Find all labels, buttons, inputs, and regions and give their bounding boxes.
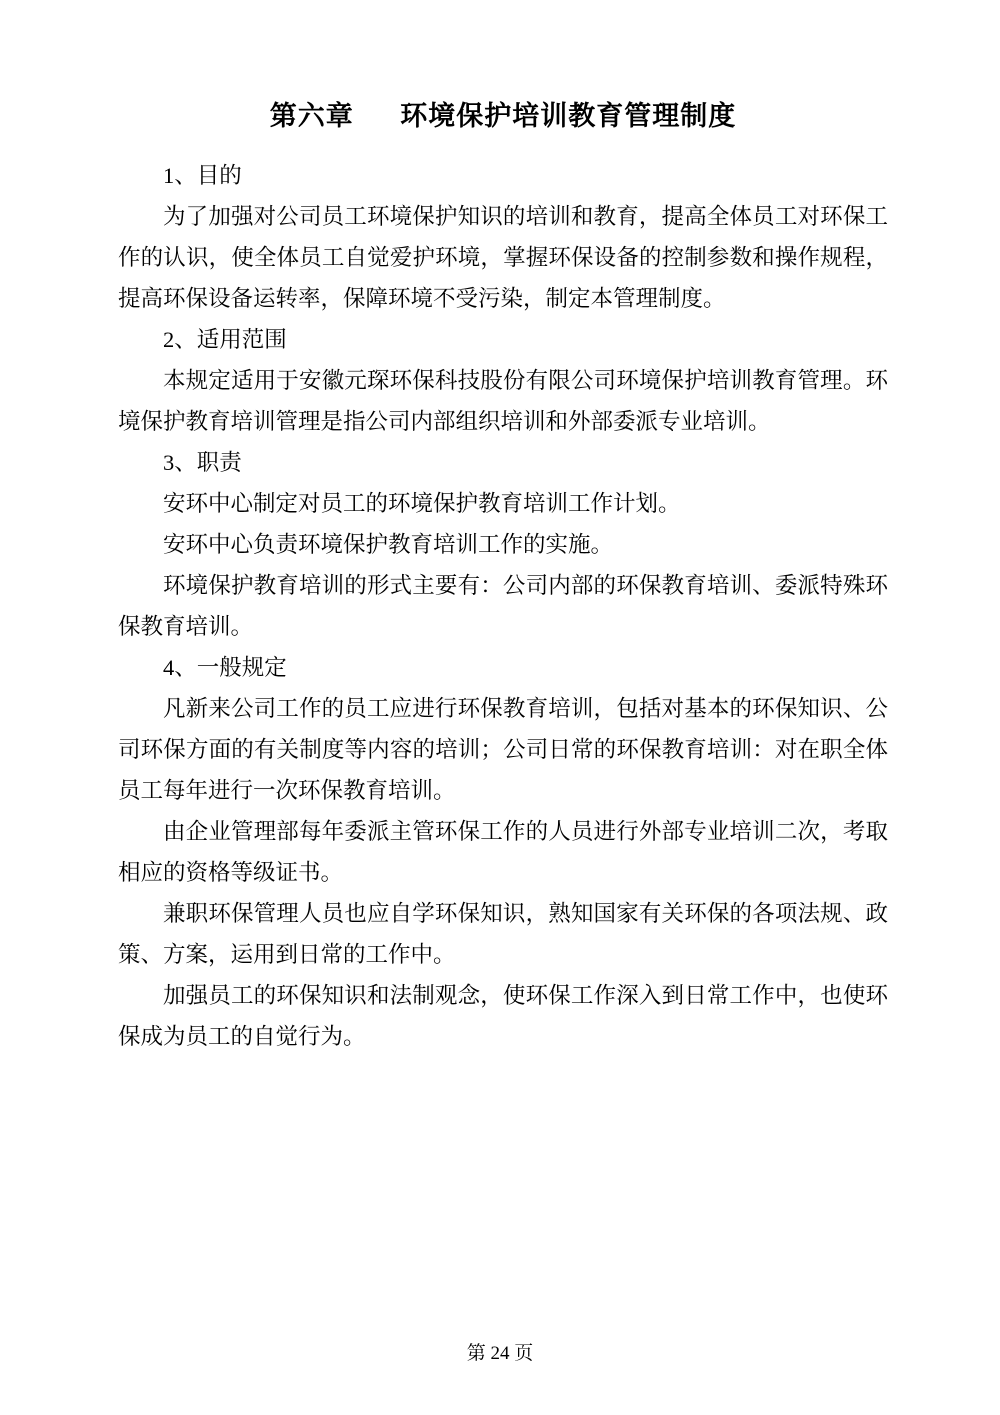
paragraph-responsibility-3: 环境保护教育培训的形式主要有：公司内部的环保教育培训、委派特殊环保教育培训。 (118, 572, 888, 639)
paragraph-responsibility-2: 安环中心负责环境保护教育培训工作的实施。 (163, 531, 614, 557)
paragraph-general-rules-2: 由企业管理部每年委派主管环保工作的人员进行外部专业培训二次，考取相应的资格等级证书。 (118, 818, 888, 885)
paragraph-responsibility-1: 安环中心制定对员工的环境保护教育培训工作计划。 (163, 490, 681, 516)
paragraph-purpose-body: 为了加强对公司员工环境保护知识的培训和教育，提高全体员工对环保工作的认识，使全体员工自觉爱护环境，掌握环保设备的控制参数和操作规程，提高环保设备运转率，保障环境不受污染，制定本管理制度。 (118, 203, 888, 311)
section-heading-scope: 2、适用范围 (163, 326, 287, 352)
paragraph-general-rules-3: 兼职环保管理人员也应自学环保知识，熟知国家有关环保的各项法规、政策、方案，运用到日常的工作中。 (118, 900, 888, 967)
page-footer: 第 24 页 (466, 1343, 534, 1364)
paragraph-general-rules-1: 凡新来公司工作的员工应进行环保教育培训，包括对基本的环保知识、公司环保方面的有关制度等内容的培训；公司日常的环保教育培训：对在职全体员工每年进行一次环保教育培训。 (118, 695, 888, 803)
document-body (118, 96, 888, 1057)
page-title: 第六章 环境保护培训教育管理制度 (269, 101, 737, 131)
section-heading-purpose: 1、目的 (163, 162, 242, 188)
paragraph-scope-body: 本规定适用于安徽元琛环保科技股份有限公司环境保护培训教育管理。环境保护教育培训管理是指公司内部组织培训和外部委派专业培训。 (118, 367, 888, 434)
section-heading-general-rules: 4、一般规定 (163, 654, 287, 680)
section-heading-responsibility: 3、职责 (163, 449, 242, 475)
paragraph-general-rules-4: 加强员工的环保知识和法制观念，使环保工作深入到日常工作中，也使环保成为员工的自觉行为。 (118, 982, 888, 1049)
